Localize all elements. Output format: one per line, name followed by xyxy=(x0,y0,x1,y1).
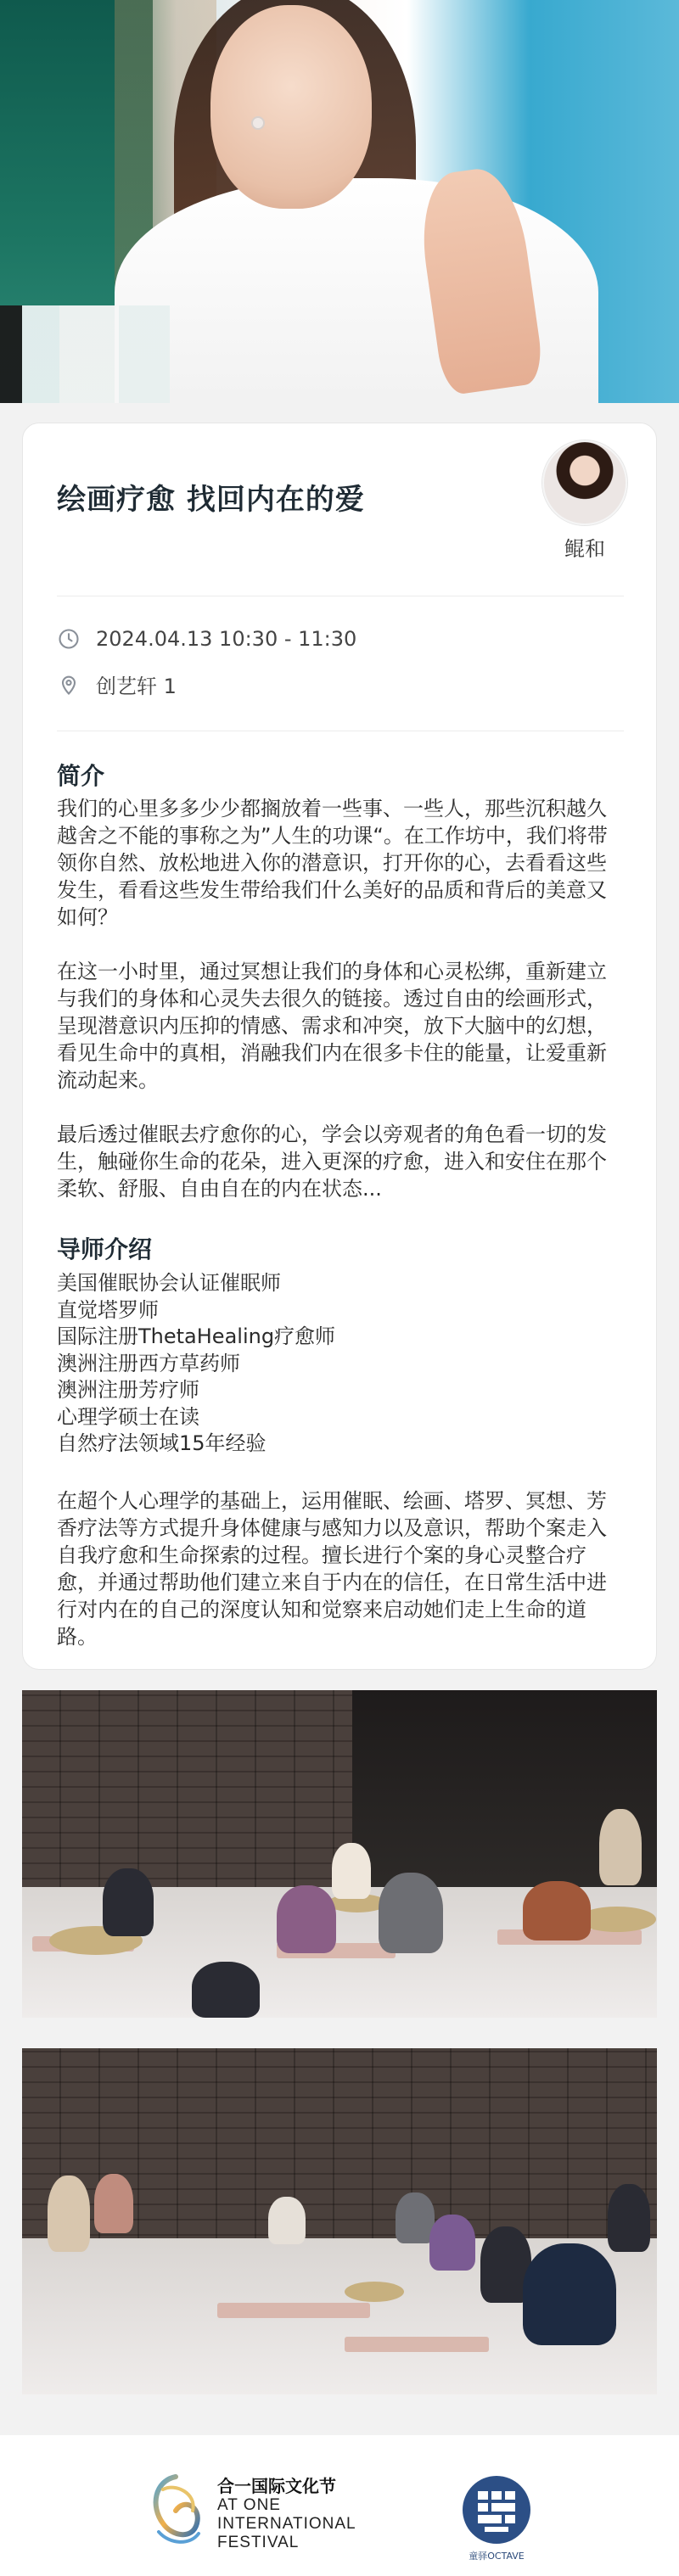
participant xyxy=(103,1868,154,1936)
participant xyxy=(379,1873,443,1953)
logo-en-line: INTERNATIONAL xyxy=(217,2515,356,2533)
at-one-festival-logo-text xyxy=(217,2478,356,2552)
credential-item: 国际注册ThetaHealing疗愈师 xyxy=(57,1324,336,1348)
headset-mic-icon xyxy=(251,116,265,130)
intro-paragraph-3: 最后透过催眠去疗愈你的心，学会以旁观者的角色看一切的发生，触碰你生命的花朵，进入更深的疗愈，进入和安住在那个柔软、舒服、自由自在的内在状态... xyxy=(57,1123,607,1201)
hero-image xyxy=(0,0,679,403)
meditation-cushion xyxy=(345,2282,404,2302)
credential-item: 澳洲注册西方草药师 xyxy=(57,1351,240,1375)
participant xyxy=(48,2176,90,2252)
location-pin-icon xyxy=(57,673,81,697)
event-location: 创艺轩 1 xyxy=(96,675,177,698)
workshop-photo-1 xyxy=(22,1690,657,2018)
hero-face xyxy=(210,5,372,209)
credential-item: 心理学硕士在读 xyxy=(57,1404,199,1429)
participant xyxy=(429,2215,475,2271)
participant xyxy=(277,1885,336,1953)
credential-item: 澳洲注册芳疗师 xyxy=(57,1378,199,1402)
yoga-mat xyxy=(345,2337,489,2352)
hero-bottles xyxy=(0,305,221,403)
host-name[interactable]: 鲲和 xyxy=(564,537,605,561)
event-location-row xyxy=(57,669,177,699)
participant xyxy=(523,1881,591,1940)
credential-item: 自然疗法领域15年经验 xyxy=(57,1431,267,1455)
participant xyxy=(396,2192,435,2243)
intro-heading: 简介 xyxy=(57,762,105,790)
mentor-credentials xyxy=(57,1270,624,1458)
logo-en-line: FESTIVAL xyxy=(217,2534,300,2551)
octave-logo-icon xyxy=(461,2474,532,2545)
instructor xyxy=(332,1843,371,1899)
credential-item: 直觉塔罗师 xyxy=(57,1297,159,1322)
logo-en-line: AT ONE xyxy=(217,2496,281,2514)
workshop-photo-2 xyxy=(22,2048,657,2394)
participant xyxy=(268,2197,306,2244)
yoga-mat xyxy=(217,2303,370,2318)
event-datetime: 2024.04.13 10:30 - 11:30 xyxy=(96,627,357,651)
participant xyxy=(608,2184,650,2252)
event-title: 绘画疗愈 找回内在的爱 xyxy=(57,483,365,517)
participant xyxy=(599,1809,642,1885)
event-time-row xyxy=(57,627,356,651)
intro-paragraph-2: 在这一小时里，通过冥想让我们的身体和心灵松绑，重新建立与我们的身体和心灵失去很久的链接。透过自由的绘画形式，呈现潜意识内压抑的情感、需求和冲突，放下大脑中的幻想，看见生命中的真相，消融我们内在很多卡住的能量，让爱重新流动起来。 xyxy=(57,960,607,1092)
mentor-bio: 在超个人心理学的基础上，运用催眠、绘画、塔罗、冥想、芳香疗法等方式提升身体健康与感知力以及意识，帮助个案走入自我疗愈和生命探索的过程。擅长进行个案的身心灵整合疗愈，并通过帮助他们建立来自于内在的信任，在日常生活中进行对内在的自己的深度认知和觉察来启动她们走上生命的道路。 xyxy=(57,1489,607,1649)
host-avatar[interactable] xyxy=(542,440,627,525)
at-one-festival-logo-icon xyxy=(146,2472,205,2549)
octave-label: 童驿OCTAVE xyxy=(469,2551,525,2562)
participant xyxy=(523,2243,616,2345)
clock-icon xyxy=(57,627,81,651)
mentor-heading: 导师介绍 xyxy=(57,1235,153,1263)
participant xyxy=(94,2174,133,2233)
intro-paragraph-1: 我们的心里多多少少都搁放着一些事、一些人，那些沉积越久越舍之不能的事称之为”人生的功课“。在工作坊中，我们将带领你自然、放松地进入你的潜意识，打开你的心，去看看这些发生，看看这些发生带给我们什么美好的品质和背后的美意又如何？ xyxy=(57,797,608,929)
participant xyxy=(192,1962,260,2018)
event-card xyxy=(22,423,657,1670)
credential-item: 美国催眠协会认证催眠师 xyxy=(57,1271,281,1295)
logo-zh: 合一国际文化节 xyxy=(217,2478,336,2496)
footer-logos xyxy=(0,2435,679,2576)
